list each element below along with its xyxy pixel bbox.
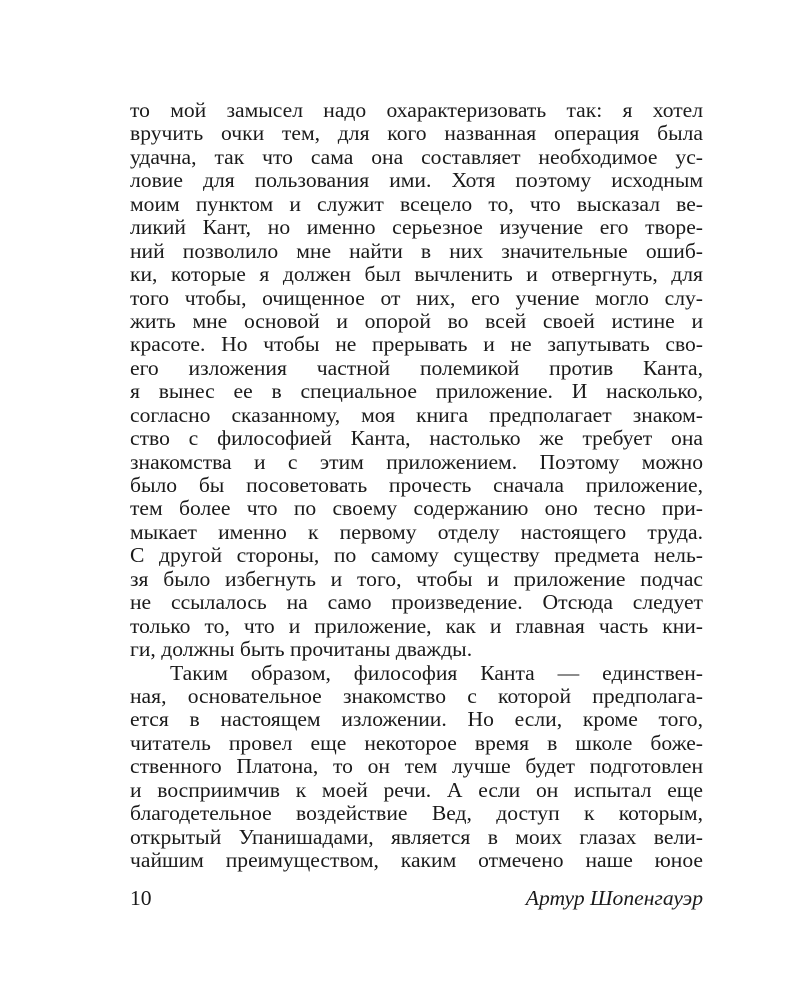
text-line: и восприимчив к моей речи. А если он испытал еще [130,777,703,802]
text-line: знакомства и с этим приложением. Поэтому можно [130,449,703,474]
text-line: красоте. Но чтобы не прерывать и не запутывать сво- [130,332,703,357]
text-line: согласно сказанному, моя книга предполагает знаком- [130,402,703,427]
text-line: мыкает именно к первому отделу настоящего труда. [130,519,703,544]
text-line: ки, которые я должен был вычленить и отвергнуть, для [130,262,703,287]
text-line: я вынес ее в специальное приложение. И насколько, [130,379,703,404]
text-line: было бы посоветовать прочесть сначала приложение, [130,473,703,497]
text-line: ная, основательное знакомство с которой предполага- [130,683,703,708]
text-line: того чтобы, очищенное от них, его учение могло слу- [130,285,703,310]
text-line: моим пунктом и служит всецело то, что высказал ве- [130,191,703,216]
text-line: вручить очки тем, для кого названная операция была [130,121,703,146]
body-text [130,99,703,872]
text-line: жить мне основой и опорой во всей своей истине и [130,308,703,333]
text-line: ственного Платона, то он тем лучше будет подготовлен [130,754,703,779]
text-line: ловие для пользования ими. Хотя поэтому исходным [130,168,703,193]
text-line: зя было избегнуть и того, чтобы и приложение подчас [130,566,703,591]
text-line: удачна, так что сама она составляет необходимое ус- [130,144,703,169]
text-line: благодетельное воздействие Вед, доступ к которым, [130,801,703,826]
paragraph-end-line: ги, должны быть прочитаны дважды. [130,637,473,662]
text-line: читатель провел еще некоторое время в школе боже- [130,730,703,755]
page-number: 10 [130,886,152,910]
text-line: только то, что и приложение, как и главная часть кни- [130,613,703,638]
text-line: его изложения частной полемикой против Канта, [130,355,703,380]
text-line: не ссылалось на само произведение. Отсюда следует [130,590,703,615]
running-title: Артур Шопенгауэр [525,886,703,910]
text-line: чайшим преимуществом, каким отмечено наше юное [130,848,703,872]
text-line: ликий Кант, но именно серьезное изучение его творе- [130,215,703,240]
text-line: ство с философией Канта, настолько же требует она [130,426,703,451]
text-line: открытый Упанишадами, является в моих глазах вели- [130,824,703,849]
page-footer [130,884,703,912]
text-line: ний позволило мне найти в них значительные ошиб- [130,238,703,263]
paragraph-start-line: Таким образом, философия Канта — единствен- [170,660,703,685]
text-line: С другой стороны, по самому существу предмета нель- [130,543,703,568]
text-line: ется в настоящем изложении. Но если, кроме того, [130,707,703,732]
text-line: то мой замысел надо охарактеризовать так: я хотел [130,98,703,122]
text-line: тем более что по своему содержанию оно тесно при- [130,496,703,521]
